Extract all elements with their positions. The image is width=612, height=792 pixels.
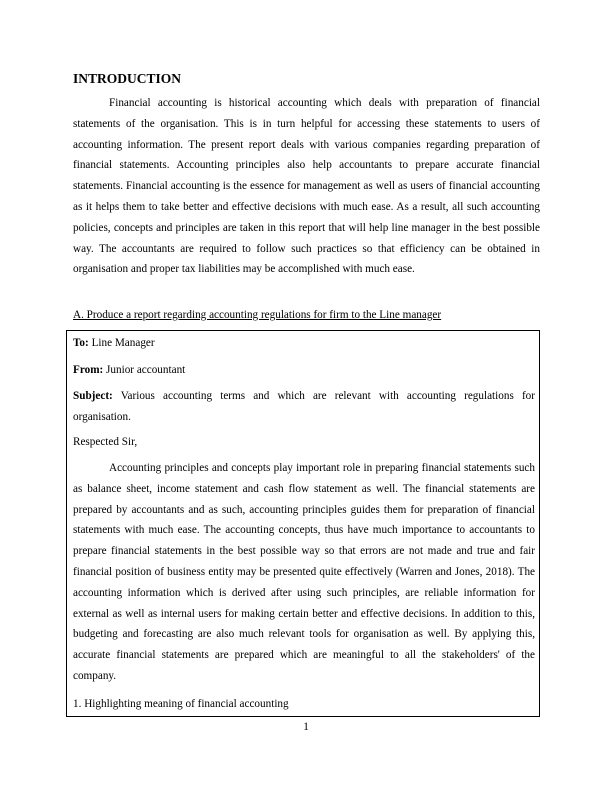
memo-greeting: Respected Sir, (73, 436, 138, 448)
memo-subject-value: Various accounting terms and which are relevant with accounting regulations for organisation. (73, 390, 535, 423)
section-title: A. Produce a report regarding accounting regulations for firm to the Line manager (73, 309, 442, 321)
memo-subject-line (73, 386, 535, 427)
memo-point-heading: 1. Highlighting meaning of financial accounting (73, 698, 289, 710)
memo-to-value: Line Manager (88, 337, 155, 349)
memo-to-line (73, 334, 155, 352)
memo-to-label: To: (73, 337, 89, 349)
section-heading: INTRODUCTION (73, 71, 182, 86)
memo-from-line (73, 361, 185, 379)
memo-from-label: From: (73, 364, 104, 376)
memo-subject-label: Subject: (73, 390, 113, 402)
intro-paragraph: Financial accounting is historical accounting which deals with preparation of financial statements of the organisation. This is in turn helpful for accessing these statements to users of accounting information. The present report deals with various companies regarding preparation of financial statements. Accounting principles also help accountants to prepare accurate financial statements. Financial accounting is the essence for management as well as users of financial accounting as it helps them to take better and effective decisions with much ease. As a result, all such accounting policies, concepts and principles are taken in this report that will help line manager in the best possible way. The accountants are required to follow such practices so that efficiency can be obtained in organisation and proper tax liabilities may be accomplished with much ease. (73, 97, 540, 276)
page-number: 1 (303, 721, 309, 733)
memo-box (66, 330, 540, 717)
memo-body-paragraph: Accounting principles and concepts play important role in preparing financial statements such as balance sheet, income statement and cash flow statement as well. The financial statements are prepared by accountants and as such, accounting principles guides them for preparation of financial statements with much ease. The accounting concepts, thus have much importance to accountants to prepare financial statements in the best possible way so that errors are not made and true and fair financial position of business entity may be presented quite effectively (Warren and Jones, 2018). The accounting information which is derived after using such principles, are reliable information for external as well as internal users for making certain better and effective decisions. In addition to this, budgeting and forecasting are also much relevant tools for organisation as well. By applying this, accurate financial statements are prepared which are meaningful to all the stakeholders' of the company. (73, 462, 535, 682)
memo-from-value: Junior accountant (103, 364, 186, 376)
